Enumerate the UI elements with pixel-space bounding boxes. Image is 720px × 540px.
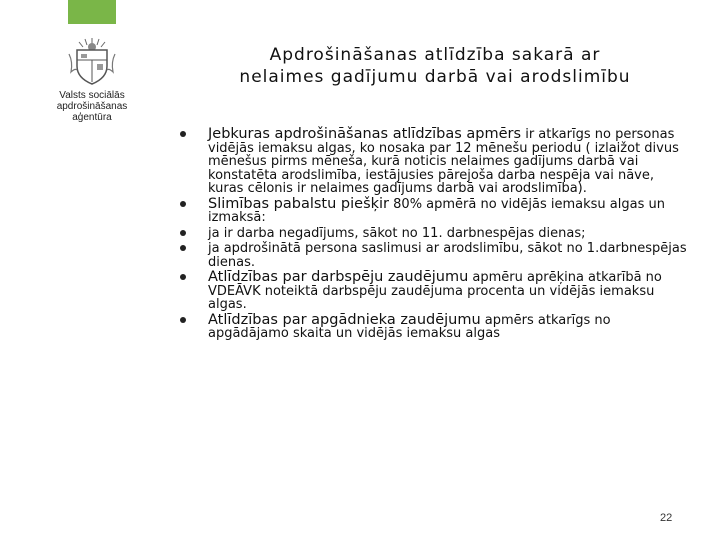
bullet-lead: Atlīdzības par apgādnieka zaudējumu [208, 311, 481, 328]
list-item [172, 195, 692, 225]
logo-line: apdrošināšanas [56, 101, 128, 112]
page-number: 22 [660, 512, 673, 524]
list-item [172, 128, 692, 196]
title-line: nelaimes gadījumu darbā vai arodslimību [239, 67, 631, 87]
title-line: Apdrošināšanas atlīdzība sakarā ar [269, 45, 601, 65]
bullet-icon [180, 131, 186, 137]
logo-line: Valsts sociālās [59, 90, 125, 101]
bullet-icon [180, 230, 186, 236]
list-item [172, 271, 692, 312]
agency-logo [42, 36, 142, 123]
list-item [172, 311, 692, 341]
accent-bar [68, 0, 116, 24]
bullet-icon [180, 274, 186, 280]
coat-of-arms-icon [65, 36, 119, 86]
logo-text [42, 90, 142, 123]
logo-line: aģentūra [72, 112, 112, 123]
list-item [172, 227, 692, 241]
bullet-text: apmēru aprēķina atkarībā no VDEĀVK noteiktā darbspēju zaudējuma procenta un vidējās iemaksu algas. [208, 270, 662, 312]
bullet-list [172, 128, 692, 341]
bullet-lead: Jebkuras apdrošināšanas atlīdzības apmērs [208, 126, 522, 142]
bullet-text: ja apdrošinātā persona saslimusi ar arodslimību, sākot no 1.darbnespējas dienas. [208, 241, 687, 270]
bullet-icon [180, 201, 186, 207]
bullet-text: ja ir darba negadījums, sākot no 11. darbnespējas dienas; [208, 225, 586, 241]
bullet-icon [180, 245, 186, 251]
bullet-text: 80% apmērā no vidējās iemaksu algas un izmaksā: [208, 196, 665, 225]
slide-title [190, 44, 680, 88]
bullet-icon [180, 317, 186, 323]
bullet-text: apmērs atkarīgs no apgādājamo skaita un vidējās iemaksu algas [208, 312, 611, 341]
bullet-lead: Atlīdzības par darbspēju zaudējumu [208, 269, 469, 285]
bullet-text: ir atkarīgs no personas vidējās iemaksu algas, ko nosaka par 12 mēnešu periodu ( izlaižot divus mēnešus pirms mēneša, kurā noticis nelaimes gadījums darbā vai konstatēta arodslimība, iestājusies pārejoša darba nespēja vai nāve, kuras cēlonis ir nelaimes gadījums darbā vai arodslimība). [208, 127, 679, 196]
bullet-lead: Slimības pabalstu piešķir [208, 195, 390, 212]
list-item [172, 242, 692, 269]
